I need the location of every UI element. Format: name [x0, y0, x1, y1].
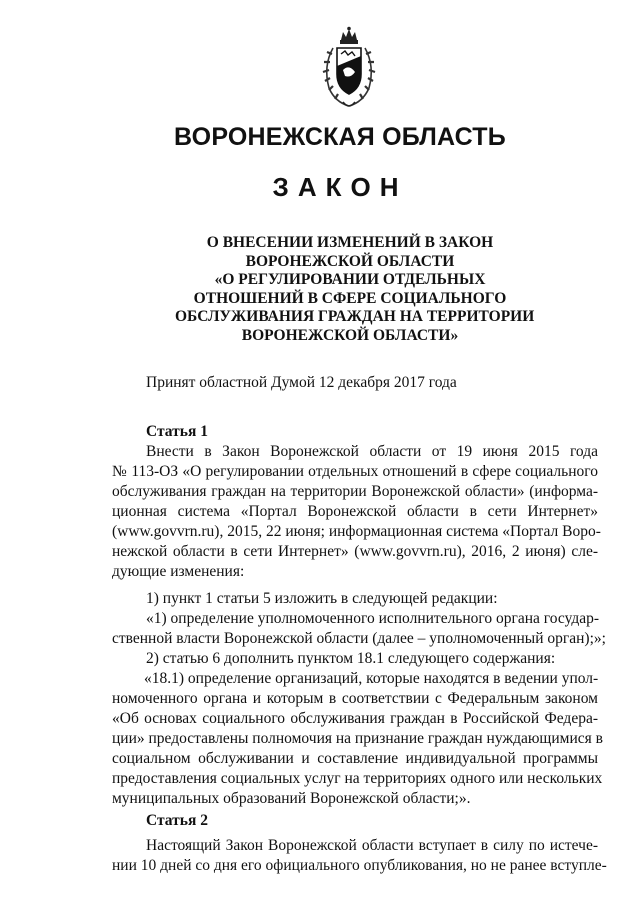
amendment-item: предоставления социальных услуг на территориях одного или нескольких — [112, 770, 603, 787]
article-1-heading: Статья 1 — [146, 423, 208, 440]
article-1-text-line: № 113-ОЗ «О регулировании отдельных отношений в сфере социального — [112, 463, 598, 480]
amendment-item: муниципальных образований Воронежской области;». — [112, 790, 471, 807]
document-type-heading: ЗАКОН — [272, 172, 408, 202]
law-title-line: «О РЕГУЛИРОВАНИИ ОТДЕЛЬНЫХ — [214, 271, 486, 288]
article-1-text-line: обслуживания граждан на территории Воронежской области» (информа- — [112, 483, 598, 500]
law-title-line: ВОРОНЕЖСКОЙ ОБЛАСТИ — [245, 252, 455, 270]
law-title-line: ОТНОШЕНИЙ В СФЕРЕ СОЦИАЛЬНОГО — [193, 289, 507, 307]
article-2-text-line: Настоящий Закон Воронежской области вступает в силу по истече- — [146, 837, 598, 854]
law-title-line: О ВНЕСЕНИИ ИЗМЕНЕНИЙ В ЗАКОН — [206, 234, 494, 251]
article-1-text-line: нежской области в сети Интернет» (www.govvrn.ru), 2016, 2 июня) сле- — [112, 543, 598, 560]
law-title — [175, 234, 535, 345]
article-1-text-line: (www.govvrn.ru), 2015, 22 июня; информационная система «Портал Воро- — [112, 523, 601, 540]
amendment-item: номоченного органа и которым в соответствии с Федеральным законом — [112, 690, 598, 707]
article-2-text-line: нии 10 дней со дня его официального опубликования, но не ранее вступле- — [112, 857, 607, 874]
article-2-heading: Статья 2 — [146, 812, 208, 829]
region-heading: ВОРОНЕЖСКАЯ ОБЛАСТЬ — [174, 123, 506, 151]
amendment-item: «Об основах социального обслуживания граждан в Российской Федера- — [112, 710, 598, 727]
amendment-item: 1) пункт 1 статьи 5 изложить в следующей редакции: — [146, 590, 498, 607]
amendment-item: ции» предоставлены полномочия на признание граждан нуждающимися в — [112, 730, 603, 747]
article-1-text-line: дующие изменения: — [112, 563, 245, 580]
coat-of-arms-icon — [319, 26, 379, 110]
amendment-item: «1) определение уполномоченного исполнительного органа государ- — [146, 610, 600, 627]
amendment-item: социальном обслуживании и составление индивидуальной программы — [112, 750, 598, 767]
law-title-line: ВОРОНЕЖСКОЙ ОБЛАСТИ» — [241, 326, 459, 344]
amendment-item: 2) статью 6 дополнить пунктом 18.1 следующего содержания: — [146, 650, 556, 667]
adoption-date: Принят областной Думой 12 декабря 2017 года — [146, 374, 457, 391]
amendment-item: ственной власти Воронежской области (далее – уполномоченный орган);»; — [112, 630, 606, 647]
article-1-text-line: ционная система «Портал Воронежской области в сети Интернет» — [112, 503, 598, 520]
amendment-item: «18.1) определение организаций, которые находятся в ведении упол- — [144, 670, 599, 687]
article-1-text-line: Внести в Закон Воронежской области от 19 июня 2015 года — [146, 443, 598, 460]
law-title-line: ОБСЛУЖИВАНИЯ ГРАЖДАН НА ТЕРРИТОРИИ — [175, 308, 535, 325]
